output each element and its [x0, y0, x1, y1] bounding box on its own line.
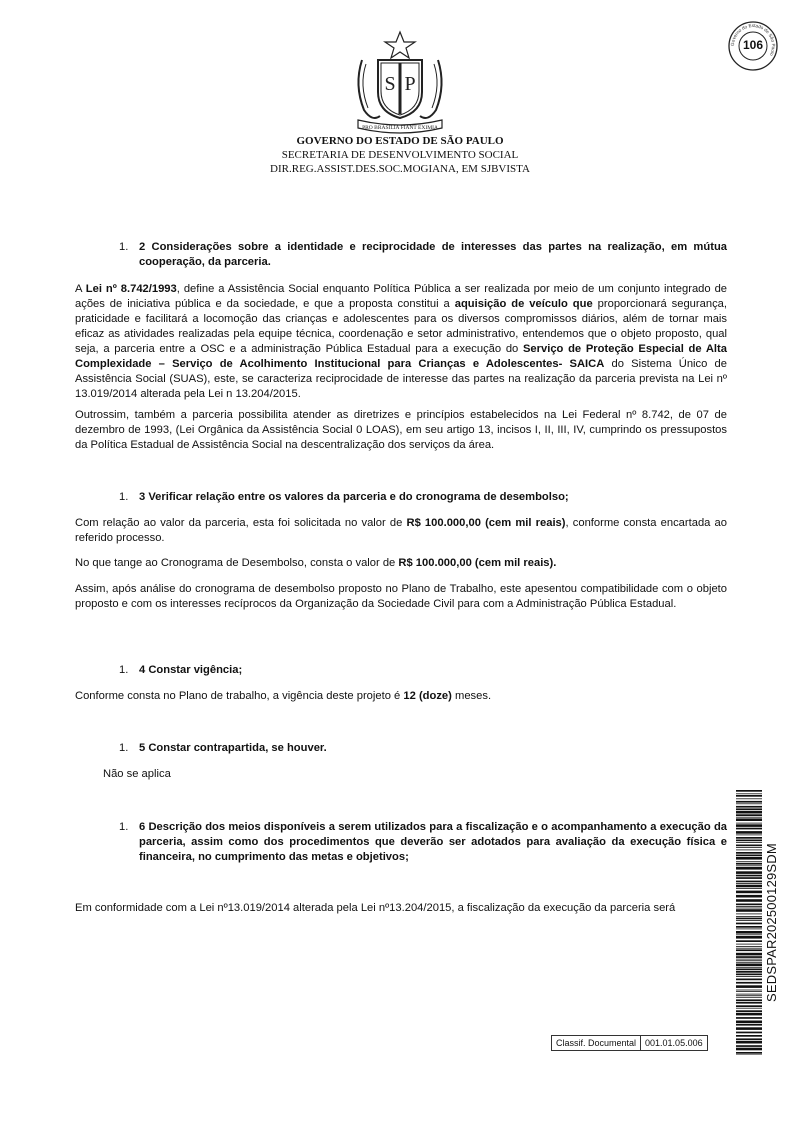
page-number: 106 — [742, 38, 764, 52]
barcode-bar — [736, 883, 762, 884]
barcode-bar — [736, 1027, 762, 1030]
section-2-number: 1. — [119, 241, 129, 253]
section-2-paragraph-2: Outrossim, também a parceria possibilita atender as diretrizes e princípios estabelecidos na Lei Federal nº 8.742, de 07 de dezembro de 1993, (Lei Orgânica da Assistência Social 0 LOAS), em seu artigo 13, incisos I, II, III, IV, cumprindo os pressupostos da Política Estadual de Assistência Social na descentralização dos serviços da área. — [75, 409, 727, 451]
section-2-title: 2 Considerações sobre a identidade e reciprocidade de interesses das partes na realização, em mútua cooperação, da parceria. — [139, 241, 727, 268]
section-3-title: 3 Verificar relação entre os valores da parceria e do cronograma de desembolso; — [139, 491, 569, 503]
barcode-bar — [736, 991, 762, 992]
crest-letter-p: P — [404, 73, 416, 95]
barcode-bar — [736, 814, 762, 816]
barcode-bar — [736, 934, 762, 935]
barcode-bar — [736, 914, 762, 915]
barcode-bar — [736, 842, 762, 843]
barcode-bar — [736, 944, 762, 945]
barcode-bar — [736, 909, 762, 912]
barcode-bar — [736, 1013, 762, 1016]
barcode-bar — [736, 979, 762, 981]
barcode-bar — [736, 1010, 762, 1012]
barcode-bar — [736, 871, 762, 874]
barcode-bar — [736, 824, 762, 827]
barcode-bar — [736, 995, 762, 996]
barcode-bar — [736, 806, 762, 808]
section-4-heading: 1. 4 Constar vigência; — [75, 663, 727, 678]
barcode-bar — [736, 877, 762, 879]
barcode-bar — [736, 861, 762, 862]
barcode-bar — [736, 997, 762, 998]
section-5-paragraph-1: Não se aplica — [103, 768, 171, 780]
barcode-bar — [736, 1055, 762, 1056]
barcode-bar — [736, 982, 762, 984]
barcode-bar — [736, 971, 762, 973]
barcode-bar — [736, 956, 762, 958]
barcode-bar — [736, 865, 762, 866]
barcode-bar — [736, 850, 762, 851]
barcode-bar — [736, 1045, 762, 1047]
barcode-bar — [736, 923, 762, 925]
barcode-bar — [736, 969, 762, 971]
barcode-bar — [736, 926, 762, 928]
barcode-bar — [736, 936, 762, 939]
state-coat-of-arms — [350, 30, 450, 135]
section-2-heading — [75, 240, 727, 270]
barcode-bar — [736, 964, 762, 967]
barcode-bar — [736, 918, 762, 920]
barcode-bar — [736, 916, 762, 917]
barcode-bar — [736, 1017, 762, 1019]
barcode-bar — [736, 1008, 762, 1009]
crest-motto: PRO BRASILIA FIANT EXIMIA — [362, 125, 438, 131]
barcode-bar — [736, 847, 762, 848]
section-4-paragraph-1: Conforme consta no Plano de trabalho, a vigência deste projeto é 12 (doze) meses. — [75, 690, 492, 702]
section-2-paragraph-1: A Lei nº 8.742/1993, define a Assistência Social enquanto Política Pública a ser realizada por meio de um conjunto integrado de ações de iniciativa pública e da sociedade, e que a proposta constitui a aquisição de veículo que proporcionará segurança, praticidade e facilitará a locomoção das crianças e adolescentes para os diversos compromissos diários, além de tornar mais eficaz as atividades realizadas pela equipe técnica, coordenação e setor administrativo, entendemos que o objeto proposto, qual seja, a parceria entre a OSC e a administração Pública Estadual para a execução do Serviço de Proteção Especial de Alta Complexidade – Serviço de Acolhimento Institucional para Crianças e Adolescentes- SAICA do Sistema Único de Assistência Social (SUAS), este, se caracteriza reciprocidade de interesse das partes na realização da parceria prevista na Lei nº 13.019/2014 alterada pela Lei n 13.204/2015. — [75, 283, 728, 400]
barcode-bar — [736, 906, 762, 907]
header-line-2: SECRETARIA DE DESENVOLVIMENTO SOCIAL — [281, 149, 519, 161]
barcode-bar — [736, 823, 762, 824]
barcode-bar — [736, 835, 762, 836]
header-line-3: DIR.REG.ASSIST.DES.SOC.MOGIANA, EM SJBVISTA — [270, 163, 530, 175]
section-6-heading: 1. 6 Descrição dos meios disponíveis a serem utilizados para a fiscalização e o acompanhamento a execução da parceria, assim como dos procedimentos que deverão ser adotados para avaliação da execução física e financeira, no cumprimento das metas e objetivos; — [119, 821, 727, 863]
section-5-title: 5 Constar contrapartida, se houver. — [139, 742, 327, 754]
barcode-bar — [736, 899, 762, 902]
barcode-bar — [736, 855, 762, 857]
barcode-bar — [736, 962, 762, 963]
barcode-bar — [736, 1005, 762, 1007]
barcode-bar — [736, 908, 762, 909]
barcode-bar — [736, 817, 762, 818]
document-barcode — [736, 790, 762, 1055]
barcode-bar — [736, 798, 762, 799]
barcode-bar — [736, 974, 762, 976]
section-4-title: 4 Constar vigência; — [139, 664, 243, 676]
barcode-bar — [736, 801, 762, 803]
classification-code: 001.01.05.006 — [641, 1035, 708, 1051]
barcode-bar — [736, 793, 762, 794]
barcode-bar — [736, 840, 762, 842]
barcode-bar — [736, 828, 762, 830]
barcode-bar — [736, 999, 762, 1001]
barcode-bar — [736, 929, 762, 930]
barcode-bar — [736, 1035, 762, 1037]
crest-letter-s: S — [384, 73, 396, 95]
barcode-bar — [736, 985, 762, 988]
barcode-bar — [736, 967, 762, 968]
barcode-bar — [736, 931, 762, 934]
barcode-bar — [736, 946, 762, 947]
barcode-bar — [736, 818, 762, 821]
barcode-bar — [736, 888, 762, 889]
barcode-bar — [736, 875, 762, 877]
barcode-bar — [736, 852, 762, 854]
barcode-bar — [736, 857, 762, 860]
stamp-ring-text: Governo do Estado de São Paulo — [729, 22, 777, 57]
section-5-heading: 1. 5 Constar contrapartida, se houver. — [75, 741, 727, 756]
barcode-bar — [736, 1041, 762, 1044]
barcode-bar — [736, 795, 762, 797]
barcode-bar — [736, 1032, 762, 1034]
barcode-bar — [736, 904, 762, 906]
section-3-heading: 1. 3 Verificar relação entre os valores da parceria e do cronograma de desembolso; — [75, 490, 727, 505]
barcode-bar — [736, 845, 762, 847]
document-classification — [551, 1035, 708, 1051]
barcode-bar — [736, 1024, 762, 1026]
barcode-bar — [736, 831, 762, 834]
section-6-title: 6 Descrição dos meios disponíveis a serem utilizados para a fiscalização e o acompanhamento a execução da parceria, assim como dos procedimentos que deverão ser adotados para avaliação da execução física e financeira, no cumprimento das metas e objetivos; — [139, 821, 727, 863]
government-header — [0, 134, 800, 176]
barcode-bar — [736, 803, 762, 804]
barcode-bar — [736, 994, 762, 995]
barcode-bar — [736, 940, 762, 942]
barcode-bar — [736, 837, 762, 839]
barcode-bar — [736, 953, 762, 956]
barcode-bar — [736, 891, 762, 894]
barcode-bar — [736, 1052, 762, 1054]
barcode-text: SEDSPAR202500129SDM — [764, 843, 779, 1002]
barcode-bar — [736, 959, 762, 960]
barcode-bar — [736, 808, 762, 810]
section-3-paragraph-2: No que tange ao Cronograma de Desembolso, consta o valor de R$ 100.000,00 (cem mil reais). — [75, 557, 557, 569]
section-6-paragraph-1: Em conformidade com a Lei nº13.019/2014 alterada pela Lei nº13.204/2015, a fiscalização da execução da parceria será — [75, 902, 676, 914]
barcode-bar — [736, 885, 762, 888]
barcode-bar — [736, 1002, 762, 1004]
barcode-bar — [736, 976, 762, 977]
classification-label: Classif. Documental — [551, 1035, 641, 1051]
barcode-bar — [736, 920, 762, 921]
barcode-bar — [736, 1021, 762, 1024]
barcode-bar — [736, 790, 762, 792]
barcode-bar — [736, 895, 762, 898]
barcode-bar — [736, 867, 762, 870]
section-3-paragraph-3: Assim, após análise do cronograma de desembolso proposto no Plano de Trabalho, este apesentou compatibilidade com o objeto proposto e com os interesses recíprocos da Organização da Sociedade Civil para com a Administração Pública Estadual. — [75, 583, 727, 610]
barcode-bar — [736, 1038, 762, 1040]
barcode-bar — [736, 881, 762, 883]
barcode-bar — [736, 948, 762, 949]
barcode-bar — [736, 863, 762, 865]
barcode-bar — [736, 949, 762, 951]
barcode-bar — [736, 990, 762, 991]
barcode-bar — [736, 1048, 762, 1051]
barcode-bar — [736, 960, 762, 961]
barcode-bar — [736, 811, 762, 814]
section-3-paragraph-1: Com relação ao valor da parceria, esta foi solicitada no valor de R$ 100.000,00 (cem mil reais), conforme consta encartada ao referido processo. — [75, 517, 727, 544]
header-line-1: GOVERNO DO ESTADO DE SÃO PAULO — [296, 135, 504, 147]
